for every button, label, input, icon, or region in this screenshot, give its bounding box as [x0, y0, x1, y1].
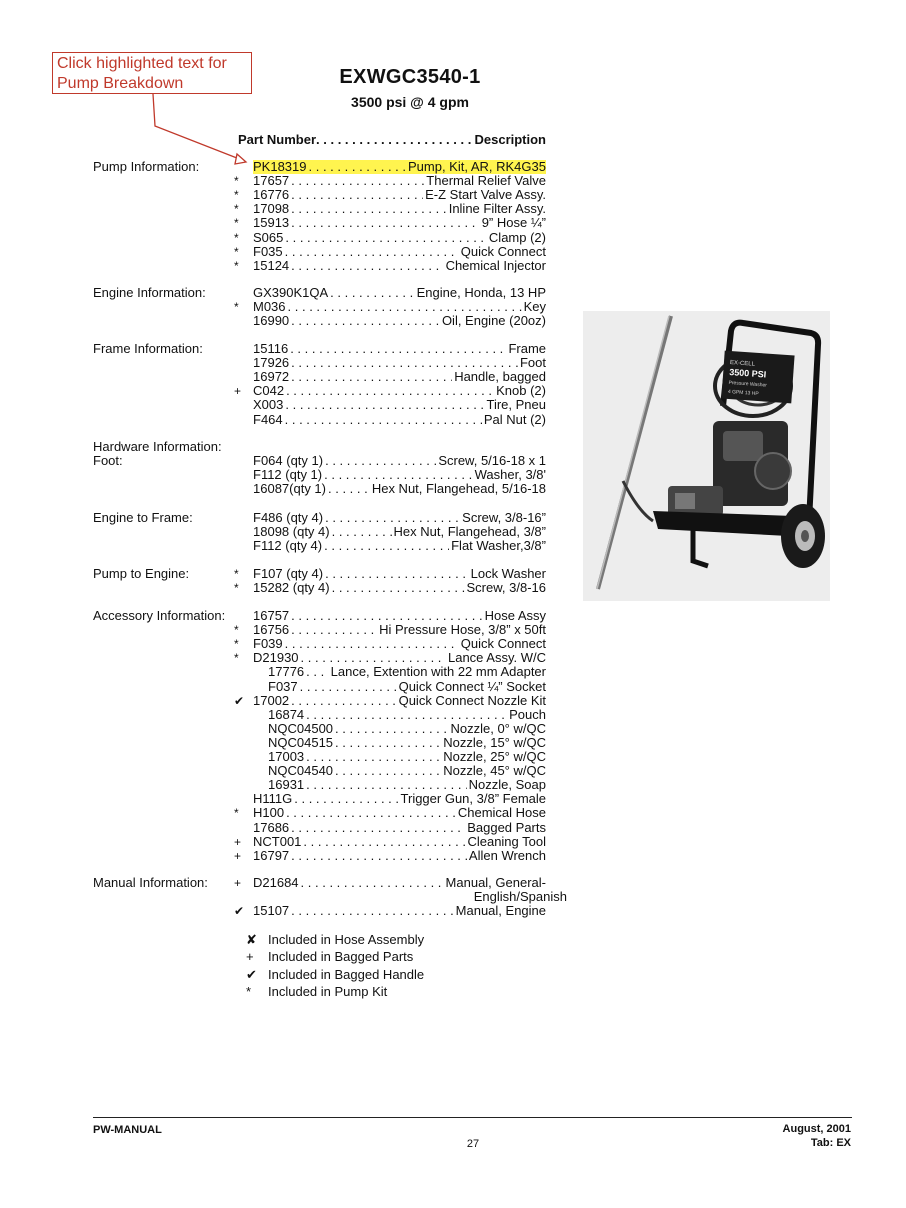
- inclusion-mark: *: [234, 623, 239, 638]
- dot-leader: [291, 216, 480, 230]
- model-subtitle: 3500 psi @ 4 gpm: [351, 94, 469, 110]
- dot-leader: [288, 300, 522, 314]
- part-number-header: Part Number: [238, 132, 317, 147]
- part-row: [253, 904, 546, 918]
- part-description: Hose Assy: [484, 608, 546, 623]
- part-row: [253, 525, 546, 539]
- part-description: Allen Wrench: [468, 847, 546, 863]
- dot-leader: [328, 482, 370, 496]
- part-number: 17686: [253, 819, 290, 835]
- dot-leader: [291, 174, 424, 188]
- part-number: F037: [268, 678, 298, 694]
- pump-breakdown-callout: [52, 52, 252, 94]
- dot-leader: [303, 835, 465, 849]
- part-number: 16776: [253, 187, 290, 203]
- dot-leader: [285, 398, 484, 412]
- dot-leader: [290, 342, 506, 356]
- part-description: Hi Pressure Hose, 3/8” x 50ft: [379, 622, 546, 638]
- part-number: 16756: [253, 622, 290, 638]
- part-number: S065: [253, 229, 284, 245]
- part-number: 15282 (qty 4): [253, 580, 330, 596]
- part-row: [253, 398, 546, 412]
- dot-leader: [325, 454, 436, 468]
- part-number: F035: [253, 243, 283, 259]
- part-row: [253, 174, 546, 188]
- part-description: Quick Connect ¼” Socket: [398, 678, 546, 694]
- part-row: [268, 778, 546, 792]
- dot-leader: [285, 413, 482, 427]
- legend-symbol: *: [246, 983, 252, 999]
- part-row: [253, 300, 546, 314]
- section-label: Engine to Frame:: [93, 510, 193, 525]
- footer-tab: Tab: EX: [810, 1137, 851, 1149]
- part-number: F064 (qty 1): [253, 453, 324, 469]
- dot-leader: [285, 231, 487, 245]
- part-description: Inline Filter Assy.: [448, 201, 546, 217]
- dot-leader: [325, 511, 460, 525]
- dot-leader: [325, 567, 469, 581]
- part-description: Nozzle, 45° w/QC: [443, 763, 546, 779]
- dot-leader: [300, 680, 397, 694]
- inclusion-mark: *: [234, 300, 239, 315]
- part-description: Screw, 3/8-16”: [462, 510, 546, 525]
- part-description: Flat Washer,3/8”: [451, 538, 546, 554]
- inclusion-mark: *: [234, 651, 239, 666]
- part-row: [253, 314, 546, 328]
- part-description: Thermal Relief Valve: [426, 173, 546, 189]
- part-number: 15124: [253, 257, 290, 273]
- dot-leader: [306, 750, 441, 764]
- part-description: Manual, Engine: [455, 903, 546, 919]
- dot-leader: [301, 876, 444, 890]
- part-number: D21684: [253, 875, 299, 890]
- part-number: F486 (qty 4): [253, 510, 324, 525]
- part-row: [253, 835, 546, 849]
- part-row: [253, 806, 546, 820]
- part-number: 16757: [253, 608, 290, 623]
- part-description: Lance Assy. W/C: [447, 650, 546, 666]
- part-row: [253, 567, 546, 581]
- part-number: H100: [253, 805, 285, 821]
- part-number: D21930: [253, 650, 299, 666]
- inclusion-mark: *: [234, 258, 239, 273]
- part-number: 16797: [253, 847, 290, 863]
- part-number: F112 (qty 4): [253, 538, 323, 554]
- part-description: Tire, Pneu: [486, 397, 546, 413]
- inclusion-mark: *: [234, 581, 239, 596]
- legend-text: Included in Bagged Parts: [268, 949, 414, 965]
- inclusion-mark: *: [234, 230, 239, 245]
- part-row: [253, 413, 546, 427]
- part-number: M036: [253, 299, 286, 315]
- part-number: 17003: [268, 749, 305, 764]
- part-row: [253, 623, 546, 637]
- part-row: [253, 245, 546, 259]
- part-description: Foot: [519, 355, 546, 371]
- part-description: Screw, 3/8-16: [466, 580, 546, 596]
- dot-leader: [291, 356, 518, 370]
- part-description: Bagged Parts: [467, 819, 546, 835]
- part-row: [253, 370, 546, 384]
- dot-leader: [291, 821, 465, 835]
- part-row: [253, 468, 546, 482]
- inclusion-mark: *: [234, 806, 239, 821]
- part-row: [253, 202, 546, 216]
- part-row: [253, 876, 546, 890]
- dot-leader: [291, 623, 377, 637]
- part-row: [253, 356, 546, 370]
- inclusion-mark: *: [234, 216, 239, 231]
- legend-text: Included in Bagged Handle: [268, 966, 425, 982]
- section-label: Accessory Information:: [93, 608, 226, 623]
- pressure-washer-photo: [583, 311, 830, 601]
- part-row: [253, 454, 546, 468]
- section-label: Manual Information:: [93, 875, 208, 890]
- inclusion-mark: +: [234, 834, 242, 849]
- dot-leader: [335, 722, 448, 736]
- dot-leader: [291, 188, 423, 202]
- part-number: 16874: [268, 706, 305, 722]
- part-row: [253, 694, 546, 708]
- inclusion-mark: +: [234, 876, 242, 890]
- pressure-washer-illustration: [583, 311, 830, 601]
- part-description: Quick Connect Nozzle Kit: [398, 692, 546, 708]
- part-description: Key: [523, 299, 546, 315]
- part-row: [253, 651, 546, 665]
- manual-name: PW-MANUAL: [93, 1124, 162, 1136]
- inclusion-mark: +: [234, 848, 242, 863]
- part-description: Engine, Honda, 13 HP: [416, 285, 546, 300]
- part-number: F107 (qty 4): [253, 566, 324, 581]
- part-description: Pouch: [509, 706, 546, 722]
- callout-line-2: Pump Breakdown: [57, 75, 184, 92]
- part-description: Nozzle, 15° w/QC: [443, 734, 546, 750]
- section-label: Engine Information:: [93, 285, 206, 300]
- part-description: Oil, Engine (20oz): [441, 313, 546, 329]
- part-description: E-Z Start Valve Assy.: [425, 187, 546, 203]
- part-row: [268, 722, 546, 736]
- part-description: Washer, 3/8': [474, 467, 546, 483]
- dot-leader: [291, 202, 447, 216]
- part-description: Pal Nut (2): [483, 411, 546, 427]
- legend-symbol: ✔: [246, 966, 257, 982]
- legend-text: Included in Hose Assembly: [268, 932, 425, 947]
- part-number: 15913: [253, 215, 290, 231]
- dot-leader: [286, 806, 456, 820]
- part-row: [253, 821, 546, 835]
- part-description: Clamp (2): [488, 229, 546, 245]
- column-header-leader: [316, 132, 474, 147]
- panel-type: Pressure Washer: [728, 379, 768, 389]
- part-row: [253, 384, 546, 398]
- part-row: [253, 539, 546, 553]
- part-description: Quick Connect: [460, 243, 546, 259]
- part-description: Handle, bagged: [454, 369, 546, 385]
- section-label: Hardware Information:: [93, 439, 222, 454]
- legend-text: Included in Pump Kit: [268, 983, 388, 999]
- part-number: NQC04540: [268, 763, 334, 779]
- legend-symbol: ✘: [246, 932, 257, 947]
- part-description: Chemical Hose: [457, 805, 546, 821]
- inclusion-mark: *: [234, 174, 239, 189]
- dot-leader: [291, 849, 467, 863]
- part-row: [268, 736, 546, 750]
- part-number: F039: [253, 636, 283, 652]
- part-number: C042: [253, 383, 285, 399]
- part-number: 17098: [253, 201, 290, 217]
- part-description: Chemical Injector: [445, 257, 546, 273]
- column-header: [238, 132, 546, 147]
- dot-leader: [294, 792, 398, 806]
- dot-leader: [291, 370, 452, 384]
- part-row: [268, 750, 546, 764]
- part-number: 17657: [253, 173, 290, 189]
- part-description: Hex Nut, Flangehead, 3/8”: [393, 524, 546, 540]
- part-number: 16972: [253, 369, 290, 385]
- inclusion-mark: *: [234, 202, 239, 217]
- part-number: 18098 (qty 4): [253, 524, 330, 540]
- part-number: GX390K1QA: [253, 285, 329, 300]
- inclusion-mark: *: [234, 188, 239, 203]
- part-description: Nozzle, Soap: [468, 777, 546, 793]
- dot-leader: [324, 468, 473, 482]
- inclusion-mark: *: [234, 567, 239, 581]
- part-row: [253, 188, 546, 202]
- part-number: F464: [253, 411, 283, 427]
- part-row: [470, 890, 567, 904]
- dot-leader: [309, 160, 406, 174]
- dot-leader: [306, 778, 467, 792]
- part-row: [253, 231, 546, 245]
- part-number: 15107: [253, 903, 290, 919]
- footer-date: August, 2001: [782, 1123, 851, 1135]
- legend-item: [246, 949, 413, 965]
- description-header: Description: [474, 132, 546, 147]
- part-row: [253, 511, 546, 525]
- part-row: [253, 849, 546, 863]
- section-label: Frame Information:: [93, 341, 203, 356]
- inclusion-mark: *: [234, 637, 239, 652]
- part-row: [268, 665, 546, 679]
- inclusion-mark: ✔: [234, 693, 245, 708]
- page-number: 27: [466, 1138, 480, 1150]
- part-number: 16990: [253, 313, 290, 329]
- part-description: Quick Connect: [460, 636, 546, 652]
- legend-item: [246, 932, 424, 948]
- part-description: Lance, Extention with 22 mm Adapter: [330, 664, 546, 680]
- dot-leader: [330, 286, 414, 300]
- part-row: [253, 286, 546, 300]
- section-label: Pump to Engine:: [93, 566, 190, 581]
- part-number: NCT001: [253, 833, 302, 849]
- part-number: NQC04515: [268, 734, 334, 750]
- inclusion-mark: *: [234, 244, 239, 259]
- section-label: Pump Information:: [93, 159, 200, 174]
- panel-specs: 4 GPM 13 HP: [727, 388, 759, 398]
- part-row: [253, 216, 546, 230]
- dot-leader: [301, 651, 446, 665]
- part-row: [253, 609, 546, 623]
- part-number: 16087(qty 1): [253, 481, 326, 497]
- part-row: [253, 637, 546, 651]
- footer-date-tab: [783, 1122, 851, 1150]
- model-title: EXWGC3540-1: [339, 66, 481, 88]
- part-description: Screw, 5/16-18 x 1: [438, 453, 546, 469]
- part-row: [253, 259, 546, 273]
- part-row: [268, 764, 546, 778]
- part-row: [268, 680, 546, 694]
- panel-psi: 3500 PSI: [728, 366, 767, 380]
- part-description: Manual, General-: [445, 875, 546, 890]
- part-number: PK18319: [253, 159, 307, 174]
- part-description: Lock Washer: [470, 566, 546, 581]
- dot-leader: [335, 736, 441, 750]
- panel-brand: EX-CELL: [729, 360, 756, 368]
- part-number: 17002: [253, 692, 290, 708]
- part-number: 16931: [268, 777, 305, 793]
- dot-leader: [291, 259, 443, 273]
- inclusion-mark: +: [234, 384, 242, 399]
- part-description: Hex Nut, Flangehead, 5/16-18: [371, 481, 546, 497]
- dot-leader: [285, 637, 459, 651]
- part-description: English/Spanish: [473, 889, 567, 905]
- part-description: Trigger Gun, 3/8” Female: [400, 791, 546, 807]
- part-description: Knob (2): [496, 383, 546, 399]
- dot-leader: [285, 245, 459, 259]
- dot-leader: [291, 694, 396, 708]
- dot-leader: [306, 665, 328, 679]
- part-row: [253, 581, 546, 595]
- part-number: F112 (qty 1): [253, 467, 323, 483]
- part-row: [253, 482, 546, 496]
- callout-line-1: Click highlighted text for: [57, 55, 227, 72]
- legend-item: [246, 967, 424, 983]
- part-row: [253, 792, 546, 806]
- dot-leader: [324, 539, 449, 553]
- dot-leader: [291, 314, 440, 328]
- part-number: H111G: [253, 791, 293, 807]
- part-description: Frame: [508, 341, 546, 356]
- legend-symbol: +: [246, 949, 254, 965]
- legend-item: [246, 984, 387, 1000]
- dot-leader: [291, 904, 454, 918]
- dot-leader: [306, 708, 507, 722]
- part-description: Pump, Kit, AR, RK4G35: [407, 159, 546, 174]
- pump-kit-link[interactable]: [253, 160, 546, 174]
- part-number: X003: [253, 397, 284, 413]
- part-description: Cleaning Tool: [467, 833, 546, 849]
- part-row: [268, 708, 546, 722]
- dot-leader: [332, 525, 392, 539]
- part-number: 17776: [268, 664, 305, 680]
- dot-leader: [291, 609, 482, 623]
- footer-divider: [93, 1117, 852, 1118]
- dot-leader: [332, 581, 465, 595]
- part-number: 15116: [253, 341, 289, 356]
- part-description: 9” Hose ¼”: [481, 215, 546, 231]
- dot-leader: [335, 764, 441, 778]
- part-row: [253, 342, 546, 356]
- part-description: Nozzle, 25° w/QC: [443, 749, 546, 764]
- inclusion-mark: ✔: [234, 904, 245, 919]
- section-sublabel: Foot:: [93, 453, 123, 469]
- part-number: 17926: [253, 355, 290, 371]
- part-description: Nozzle, 0° w/QC: [450, 720, 546, 736]
- dot-leader: [286, 384, 494, 398]
- part-number: NQC04500: [268, 720, 334, 736]
